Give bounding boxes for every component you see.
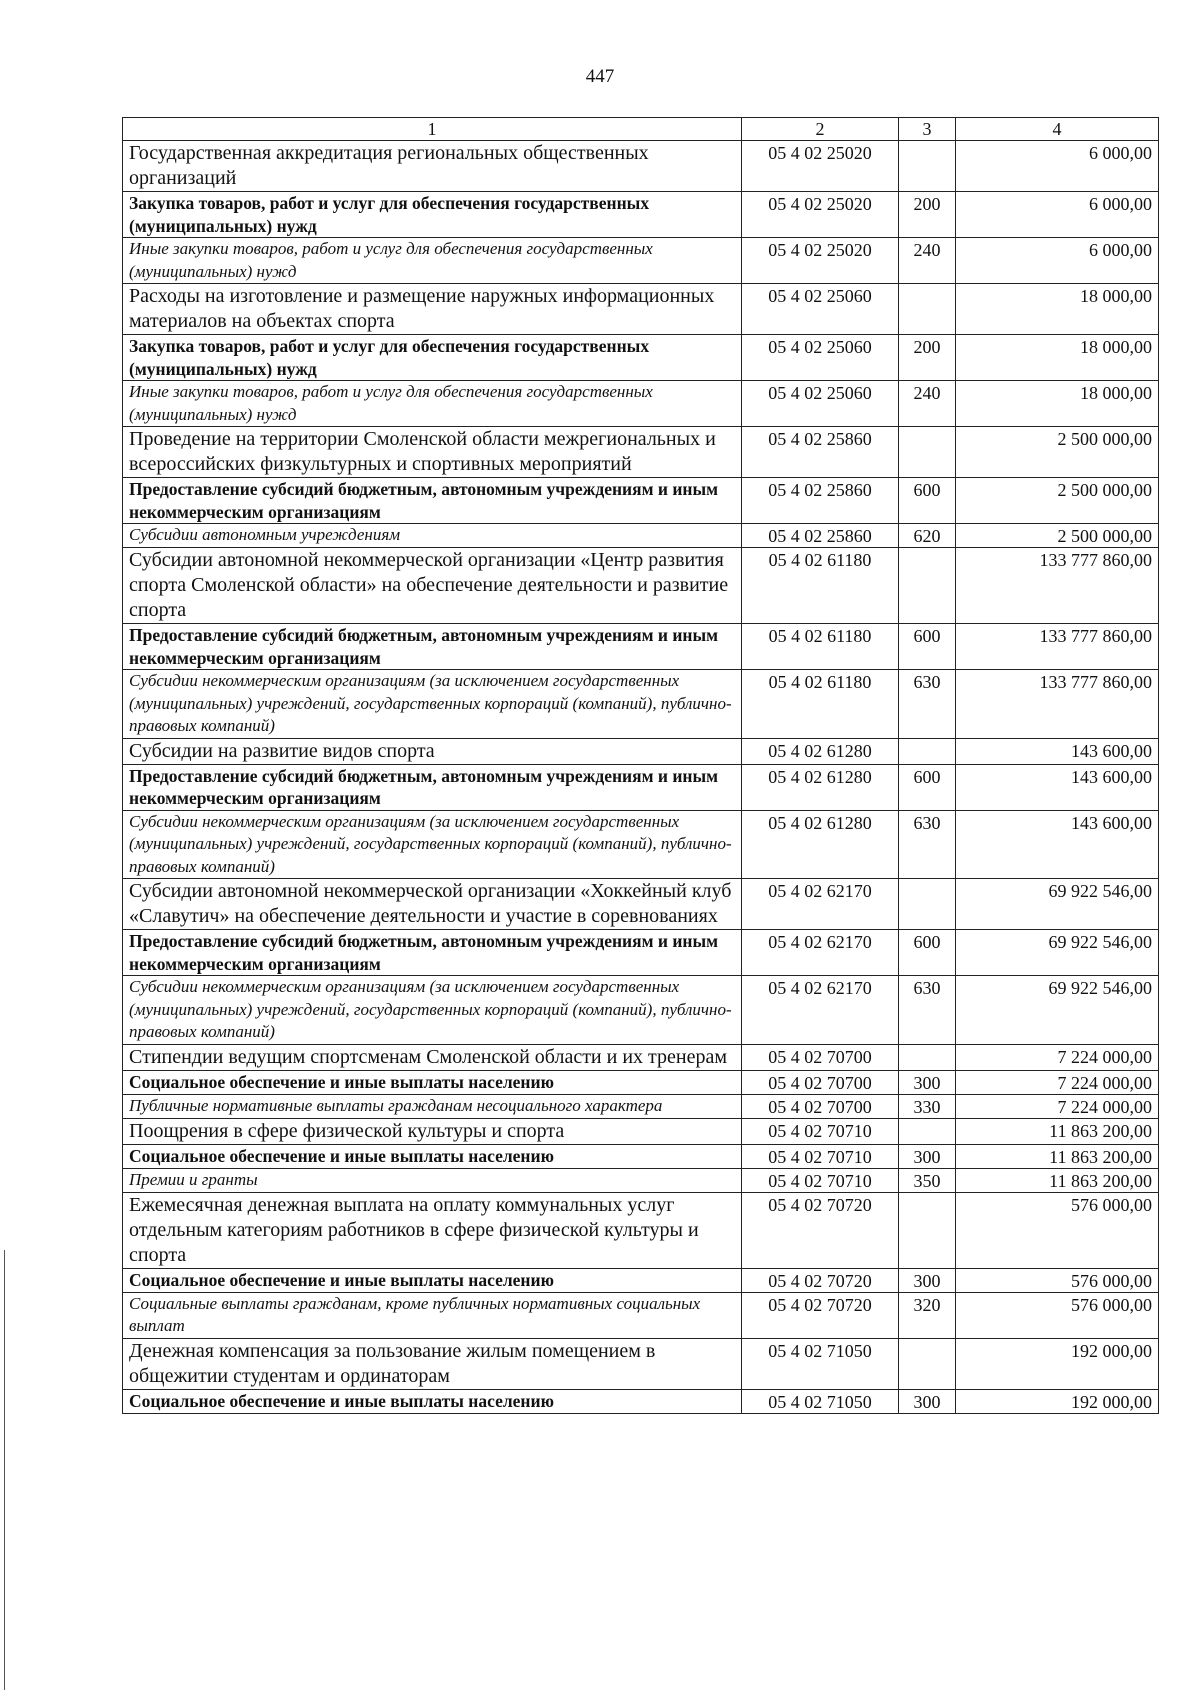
row-name: Стипендии ведущим спортсменам Смоленской области и их тренерам bbox=[123, 1044, 742, 1070]
table-row bbox=[123, 1144, 1159, 1168]
row-expense-type: 200 bbox=[899, 335, 956, 381]
row-name: Субсидии некоммерческим организациям (за исключением государственных (муниципальных) учреждений, государственных корпораций (компаний), публично-правовых компаний) bbox=[123, 976, 742, 1045]
budget-table bbox=[122, 117, 1159, 1414]
row-code: 05 4 02 62170 bbox=[742, 976, 899, 1045]
table-row bbox=[123, 738, 1159, 764]
table-row bbox=[123, 1292, 1159, 1338]
row-expense-type bbox=[899, 548, 956, 624]
row-code: 05 4 02 70700 bbox=[742, 1044, 899, 1070]
row-expense-type bbox=[899, 879, 956, 930]
row-amount: 143 600,00 bbox=[956, 764, 1159, 810]
table-row bbox=[123, 548, 1159, 624]
row-amount: 18 000,00 bbox=[956, 335, 1159, 381]
table-row bbox=[123, 879, 1159, 930]
row-expense-type bbox=[899, 738, 956, 764]
table-row bbox=[123, 624, 1159, 670]
row-name: Социальное обеспечение и иные выплаты населению bbox=[123, 1144, 742, 1168]
row-name: Поощрения в сфере физической культуры и спорта bbox=[123, 1118, 742, 1144]
row-expense-type bbox=[899, 284, 956, 335]
row-name: Социальное обеспечение и иные выплаты населению bbox=[123, 1070, 742, 1094]
row-name: Субсидии на развитие видов спорта bbox=[123, 738, 742, 764]
row-amount: 133 777 860,00 bbox=[956, 670, 1159, 739]
table-row bbox=[123, 976, 1159, 1045]
row-amount: 69 922 546,00 bbox=[956, 976, 1159, 1045]
row-expense-type bbox=[899, 141, 956, 192]
row-amount: 2 500 000,00 bbox=[956, 524, 1159, 548]
table-row bbox=[123, 1070, 1159, 1094]
table-row bbox=[123, 1044, 1159, 1070]
row-name: Субсидии автономным учреждениям bbox=[123, 524, 742, 548]
table-row bbox=[123, 284, 1159, 335]
row-name: Премии и гранты bbox=[123, 1168, 742, 1192]
row-code: 05 4 02 25020 bbox=[742, 141, 899, 192]
row-expense-type: 600 bbox=[899, 624, 956, 670]
row-name: Субсидии некоммерческим организациям (за исключением государственных (муниципальных) учреждений, государственных корпораций (компаний), публично-правовых компаний) bbox=[123, 670, 742, 739]
row-expense-type: 300 bbox=[899, 1268, 956, 1292]
table-row bbox=[123, 192, 1159, 238]
table-body bbox=[123, 141, 1159, 1414]
row-expense-type: 300 bbox=[899, 1070, 956, 1094]
row-name: Предоставление субсидий бюджетным, автономным учреждениям и иным некоммерческим организациям bbox=[123, 624, 742, 670]
row-expense-type: 330 bbox=[899, 1094, 956, 1118]
row-name: Расходы на изготовление и размещение наружных информационных материалов на объектах спорта bbox=[123, 284, 742, 335]
row-name: Субсидии автономной некоммерческой организации «Хоккейный клуб «Славутич» на обеспечение деятельности и участие в соревнованиях bbox=[123, 879, 742, 930]
row-expense-type: 620 bbox=[899, 524, 956, 548]
table-row bbox=[123, 427, 1159, 478]
table-row bbox=[123, 1192, 1159, 1268]
row-amount: 192 000,00 bbox=[956, 1338, 1159, 1389]
table-row bbox=[123, 141, 1159, 192]
row-amount: 11 863 200,00 bbox=[956, 1118, 1159, 1144]
row-code: 05 4 02 70700 bbox=[742, 1070, 899, 1094]
row-code: 05 4 02 71050 bbox=[742, 1338, 899, 1389]
row-amount: 2 500 000,00 bbox=[956, 478, 1159, 524]
row-name: Субсидии автономной некоммерческой организации «Центр развития спорта Смоленской области» на обеспечение деятельности и развитие спорта bbox=[123, 548, 742, 624]
row-amount: 143 600,00 bbox=[956, 738, 1159, 764]
table-row bbox=[123, 478, 1159, 524]
row-expense-type: 240 bbox=[899, 238, 956, 284]
row-amount: 7 224 000,00 bbox=[956, 1044, 1159, 1070]
row-code: 05 4 02 61180 bbox=[742, 670, 899, 739]
row-code: 05 4 02 25860 bbox=[742, 478, 899, 524]
table-row bbox=[123, 764, 1159, 810]
row-name: Предоставление субсидий бюджетным, автономным учреждениям и иным некоммерческим организациям bbox=[123, 478, 742, 524]
table-row bbox=[123, 930, 1159, 976]
row-name: Иные закупки товаров, работ и услуг для обеспечения государственных (муниципальных) нужд bbox=[123, 381, 742, 427]
row-amount: 576 000,00 bbox=[956, 1192, 1159, 1268]
row-expense-type bbox=[899, 1192, 956, 1268]
row-name: Социальное обеспечение и иные выплаты населению bbox=[123, 1268, 742, 1292]
row-amount: 69 922 546,00 bbox=[956, 879, 1159, 930]
row-name: Социальное обеспечение и иные выплаты населению bbox=[123, 1389, 742, 1413]
table-row bbox=[123, 1094, 1159, 1118]
header-col-4: 4 bbox=[956, 118, 1159, 141]
row-name: Денежная компенсация за пользование жилым помещением в общежитии студентам и ординаторам bbox=[123, 1338, 742, 1389]
row-name: Закупка товаров, работ и услуг для обеспечения государственных (муниципальных) нужд bbox=[123, 192, 742, 238]
row-amount: 18 000,00 bbox=[956, 381, 1159, 427]
header-col-2: 2 bbox=[742, 118, 899, 141]
row-amount: 11 863 200,00 bbox=[956, 1168, 1159, 1192]
row-expense-type: 630 bbox=[899, 810, 956, 879]
row-expense-type: 200 bbox=[899, 192, 956, 238]
row-code: 05 4 02 70700 bbox=[742, 1094, 899, 1118]
row-expense-type: 600 bbox=[899, 930, 956, 976]
row-expense-type: 630 bbox=[899, 976, 956, 1045]
row-code: 05 4 02 70720 bbox=[742, 1292, 899, 1338]
table-row bbox=[123, 335, 1159, 381]
table-header-row bbox=[123, 118, 1159, 141]
row-amount: 18 000,00 bbox=[956, 284, 1159, 335]
row-name: Субсидии некоммерческим организациям (за исключением государственных (муниципальных) учреждений, государственных корпораций (компаний), публично-правовых компаний) bbox=[123, 810, 742, 879]
row-code: 05 4 02 61280 bbox=[742, 764, 899, 810]
row-amount: 7 224 000,00 bbox=[956, 1094, 1159, 1118]
row-name: Предоставление субсидий бюджетным, автономным учреждениям и иным некоммерческим организациям bbox=[123, 930, 742, 976]
row-amount: 11 863 200,00 bbox=[956, 1144, 1159, 1168]
row-expense-type: 350 bbox=[899, 1168, 956, 1192]
row-code: 05 4 02 25060 bbox=[742, 335, 899, 381]
table-row bbox=[123, 670, 1159, 739]
row-code: 05 4 02 25860 bbox=[742, 427, 899, 478]
row-code: 05 4 02 70710 bbox=[742, 1144, 899, 1168]
row-code: 05 4 02 70720 bbox=[742, 1268, 899, 1292]
row-expense-type bbox=[899, 1118, 956, 1144]
row-amount: 2 500 000,00 bbox=[956, 427, 1159, 478]
row-expense-type: 240 bbox=[899, 381, 956, 427]
table-row bbox=[123, 1168, 1159, 1192]
row-expense-type: 320 bbox=[899, 1292, 956, 1338]
row-name: Ежемесячная денежная выплата на оплату коммунальных услуг отдельным категориям работников в сфере физической культуры и спорта bbox=[123, 1192, 742, 1268]
row-name: Государственная аккредитация региональных общественных организаций bbox=[123, 141, 742, 192]
row-expense-type: 600 bbox=[899, 478, 956, 524]
row-amount: 6 000,00 bbox=[956, 192, 1159, 238]
row-code: 05 4 02 25060 bbox=[742, 284, 899, 335]
row-amount: 576 000,00 bbox=[956, 1292, 1159, 1338]
table-row bbox=[123, 1389, 1159, 1413]
row-code: 05 4 02 25020 bbox=[742, 192, 899, 238]
row-code: 05 4 02 25060 bbox=[742, 381, 899, 427]
header-col-1: 1 bbox=[123, 118, 742, 141]
row-expense-type bbox=[899, 1338, 956, 1389]
row-code: 05 4 02 71050 bbox=[742, 1389, 899, 1413]
scan-margin-line bbox=[4, 1250, 5, 1690]
row-name: Иные закупки товаров, работ и услуг для обеспечения государственных (муниципальных) нужд bbox=[123, 238, 742, 284]
row-name: Социальные выплаты гражданам, кроме публичных нормативных социальных выплат bbox=[123, 1292, 742, 1338]
row-expense-type bbox=[899, 1044, 956, 1070]
row-amount: 133 777 860,00 bbox=[956, 624, 1159, 670]
row-expense-type: 630 bbox=[899, 670, 956, 739]
row-code: 05 4 02 61180 bbox=[742, 624, 899, 670]
row-code: 05 4 02 61280 bbox=[742, 738, 899, 764]
table-row bbox=[123, 238, 1159, 284]
row-expense-type bbox=[899, 427, 956, 478]
row-amount: 133 777 860,00 bbox=[956, 548, 1159, 624]
table-row bbox=[123, 810, 1159, 879]
table-row bbox=[123, 1268, 1159, 1292]
row-code: 05 4 02 62170 bbox=[742, 930, 899, 976]
row-code: 05 4 02 62170 bbox=[742, 879, 899, 930]
row-code: 05 4 02 70710 bbox=[742, 1118, 899, 1144]
row-expense-type: 600 bbox=[899, 764, 956, 810]
row-amount: 192 000,00 bbox=[956, 1389, 1159, 1413]
row-code: 05 4 02 61180 bbox=[742, 548, 899, 624]
row-name: Закупка товаров, работ и услуг для обеспечения государственных (муниципальных) нужд bbox=[123, 335, 742, 381]
row-amount: 576 000,00 bbox=[956, 1268, 1159, 1292]
row-amount: 6 000,00 bbox=[956, 141, 1159, 192]
page-number: 447 bbox=[585, 66, 615, 87]
row-amount: 7 224 000,00 bbox=[956, 1070, 1159, 1094]
row-name: Проведение на территории Смоленской области межрегиональных и всероссийских физкультурных и спортивных мероприятий bbox=[123, 427, 742, 478]
row-amount: 69 922 546,00 bbox=[956, 930, 1159, 976]
row-amount: 6 000,00 bbox=[956, 238, 1159, 284]
row-code: 05 4 02 61280 bbox=[742, 810, 899, 879]
row-name: Публичные нормативные выплаты гражданам несоциального характера bbox=[123, 1094, 742, 1118]
table-row bbox=[123, 381, 1159, 427]
table-row bbox=[123, 1118, 1159, 1144]
row-code: 05 4 02 70720 bbox=[742, 1192, 899, 1268]
row-code: 05 4 02 25020 bbox=[742, 238, 899, 284]
row-name: Предоставление субсидий бюджетным, автономным учреждениям и иным некоммерческим организациям bbox=[123, 764, 742, 810]
row-code: 05 4 02 70710 bbox=[742, 1168, 899, 1192]
row-amount: 143 600,00 bbox=[956, 810, 1159, 879]
row-code: 05 4 02 25860 bbox=[742, 524, 899, 548]
row-expense-type: 300 bbox=[899, 1389, 956, 1413]
table-row bbox=[123, 524, 1159, 548]
row-expense-type: 300 bbox=[899, 1144, 956, 1168]
table-row bbox=[123, 1338, 1159, 1389]
header-col-3: 3 bbox=[899, 118, 956, 141]
